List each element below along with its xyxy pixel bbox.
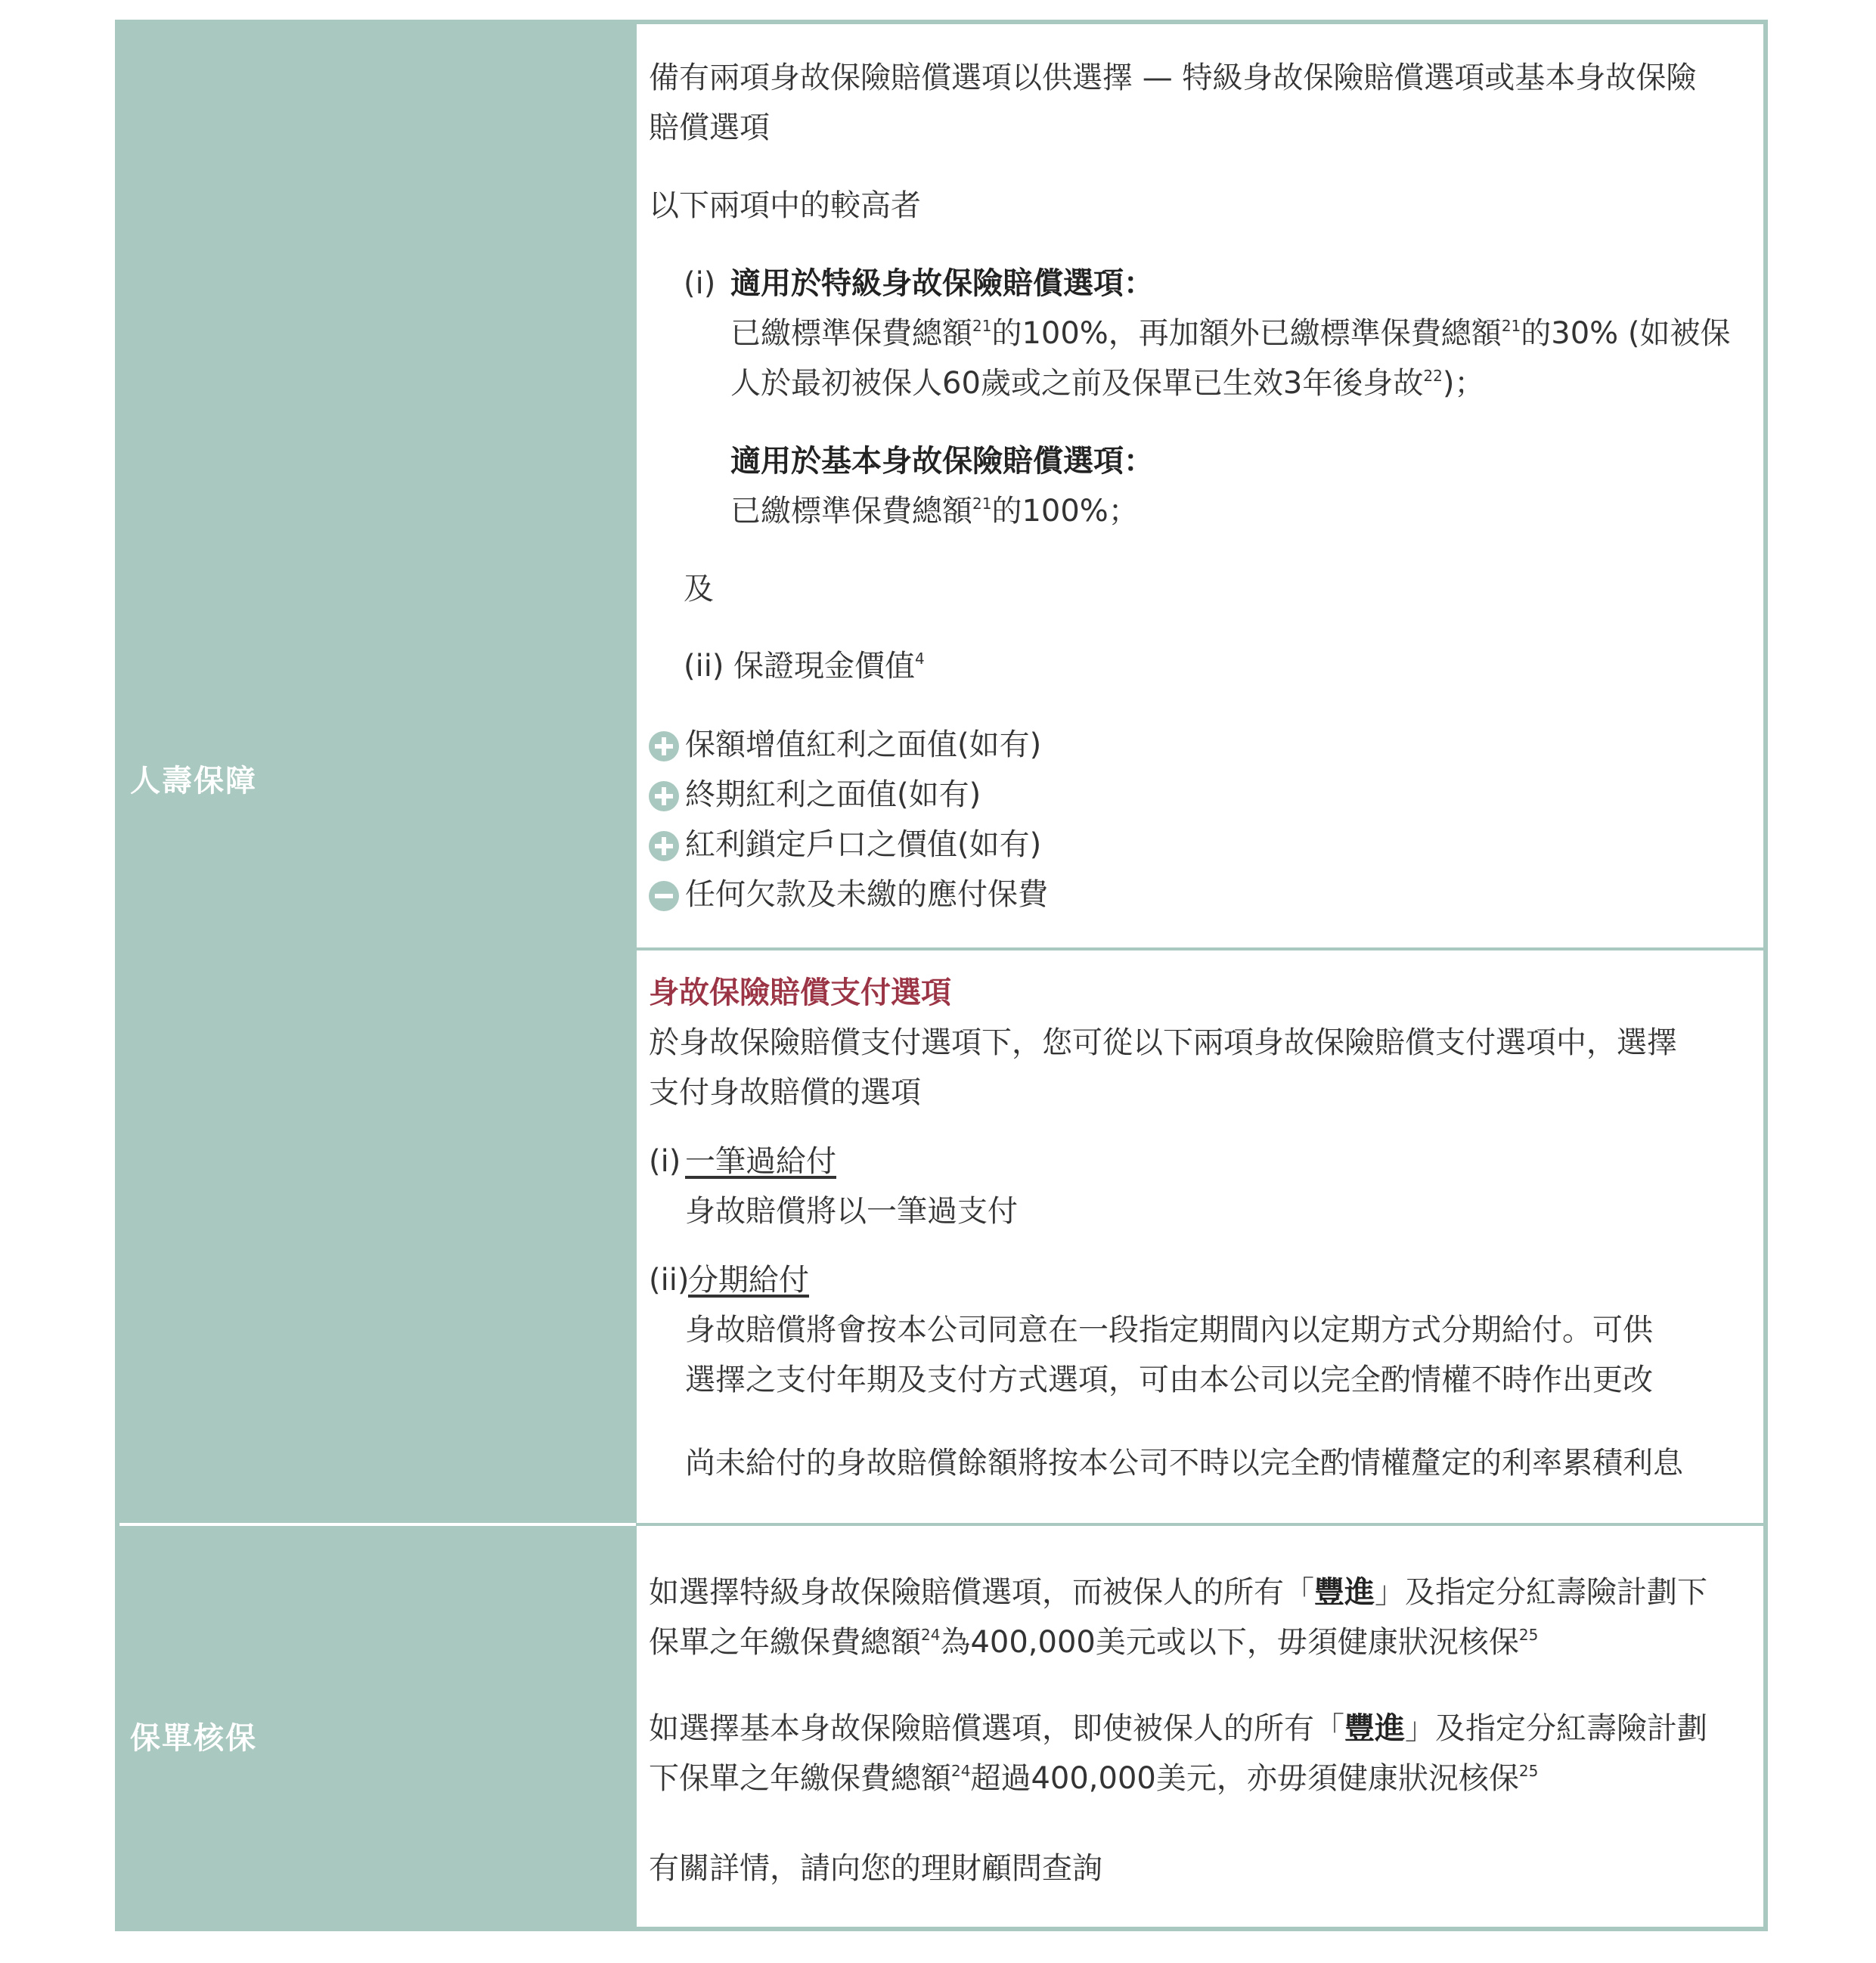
plus-item: 保額增值紅利之面值(如有)	[685, 727, 1042, 762]
text-seg: )；	[1442, 366, 1485, 401]
brand-name: 豐進	[1344, 1711, 1405, 1746]
text-seg: 的30% (如被保	[1521, 316, 1731, 351]
guaranteed-cash-value	[733, 641, 925, 691]
footnote-ref: 24	[921, 1626, 941, 1644]
opt-ii-marker: (ii)	[649, 1263, 690, 1298]
item-ii-marker: (ii)	[684, 649, 724, 684]
text-seg: 保單之年繳保費總額	[649, 1625, 921, 1660]
basic-option-line	[730, 486, 1139, 536]
plus-icon	[649, 781, 679, 811]
minus-item: 任何欠款及未繳的應付保費	[685, 877, 1048, 912]
text-seg: 的100%，再加額外已繳標準保費總額	[991, 316, 1502, 351]
footnote-ref: 21	[972, 317, 992, 335]
text-seg: 如選擇特級身故保險賠償選項，而被保人的所有「	[649, 1575, 1314, 1610]
footnote-ref: 25	[1518, 1626, 1539, 1644]
text-seg: 保證現金價值	[733, 649, 915, 684]
basic-option-title: 適用於基本身故保險賠償選項：	[730, 444, 1154, 479]
instalment-desc-line2: 選擇之支付年期及支付方式選項，可由本公司以完全酌情權不時作出更改	[685, 1363, 1653, 1397]
text-seg: 的100%；	[991, 494, 1139, 529]
text-seg: 超過400,000美元，亦毋須健康狀況核保	[970, 1761, 1519, 1796]
underwriting-p1-line1	[649, 1568, 1707, 1617]
plus-item: 終期紅利之面值(如有)	[685, 777, 981, 812]
opt-i-marker: (i)	[649, 1144, 681, 1179]
row-label-text: 人壽保障	[130, 764, 257, 799]
lump-sum-desc: 身故賠償將以一筆過支付	[685, 1194, 1018, 1229]
row-label-text: 保單核保	[130, 1721, 257, 1756]
text-seg: 」及指定分紅壽險計劃	[1405, 1711, 1707, 1746]
premier-option-title: 適用於特級身故保險賠償選項：	[730, 266, 1154, 301]
minus-icon	[649, 881, 679, 911]
plus-icon	[649, 831, 679, 861]
underwriting-p2-line2	[649, 1754, 1538, 1803]
premier-option-line2	[730, 358, 1484, 408]
text-seg: 已繳標準保費總額	[730, 494, 972, 529]
payment-desc-line1: 於身故保險賠償支付選項下，您可從以下兩項身故保險賠償支付選項中，選擇	[649, 1025, 1677, 1060]
payment-options-cell	[637, 950, 1763, 1523]
instalment-desc-line3: 尚未給付的身故賠償餘額將按本公司不時以完全酌情權釐定的利率累積利息	[685, 1446, 1683, 1481]
underwriting-p2-line1	[649, 1704, 1707, 1754]
text-seg: 」及指定分紅壽險計劃下	[1375, 1575, 1707, 1610]
instalment-title: 分期給付	[688, 1263, 809, 1298]
row-label-underwriting	[115, 1526, 636, 1931]
text-seg: 下保單之年繳保費總額	[649, 1761, 951, 1796]
intro-text-cont: 賠償選項	[649, 110, 770, 145]
advisor-note: 有關詳情，請向您的理財顧問查詢	[649, 1851, 1102, 1886]
footnote-ref: 21	[1501, 317, 1521, 335]
intro-text: 備有兩項身故保險賠償選項以供選擇 — 特級身故保險賠償選項或基本身故保險	[649, 60, 1697, 95]
row-label-life-protection	[115, 20, 636, 1523]
item-i-marker: (i)	[684, 266, 716, 301]
plus-item: 紅利鎖定戶口之價值(如有)	[685, 827, 1042, 862]
premier-option-line1	[730, 309, 1731, 358]
text-seg: 為400,000美元或以下，毋須健康狀況核保	[940, 1625, 1519, 1660]
footnote-ref: 24	[951, 1762, 971, 1780]
text-seg: 人於最初被保人60歲或之前及保單已生效3年後身故	[730, 366, 1424, 401]
payment-options-title: 身故保險賠償支付選項	[649, 975, 951, 1010]
underwriting-p1-line2	[649, 1617, 1538, 1667]
brand-name: 豐進	[1314, 1575, 1375, 1610]
death-benefit-cell	[637, 24, 1763, 947]
benefits-table	[115, 20, 1768, 1931]
plus-icon	[649, 731, 679, 761]
footnote-ref: 4	[915, 650, 925, 668]
text-seg: 如選擇基本身故保險賠償選項，即使被保人的所有「	[649, 1711, 1344, 1746]
instalment-desc-line1: 身故賠償將會按本公司同意在一段指定期間內以定期方式分期給付。可供	[685, 1313, 1653, 1347]
footnote-ref: 25	[1518, 1762, 1539, 1780]
lump-sum-title: 一筆過給付	[685, 1144, 836, 1179]
text-seg: 已繳標準保費總額	[730, 316, 972, 351]
footnote-ref: 21	[972, 495, 992, 513]
higher-of-text: 以下兩項中的較高者	[649, 188, 921, 223]
underwriting-cell	[637, 1526, 1763, 1927]
and-text: 及	[684, 572, 714, 606]
payment-desc-line2: 支付身故賠償的選項	[649, 1075, 921, 1110]
footnote-ref: 22	[1423, 367, 1443, 385]
